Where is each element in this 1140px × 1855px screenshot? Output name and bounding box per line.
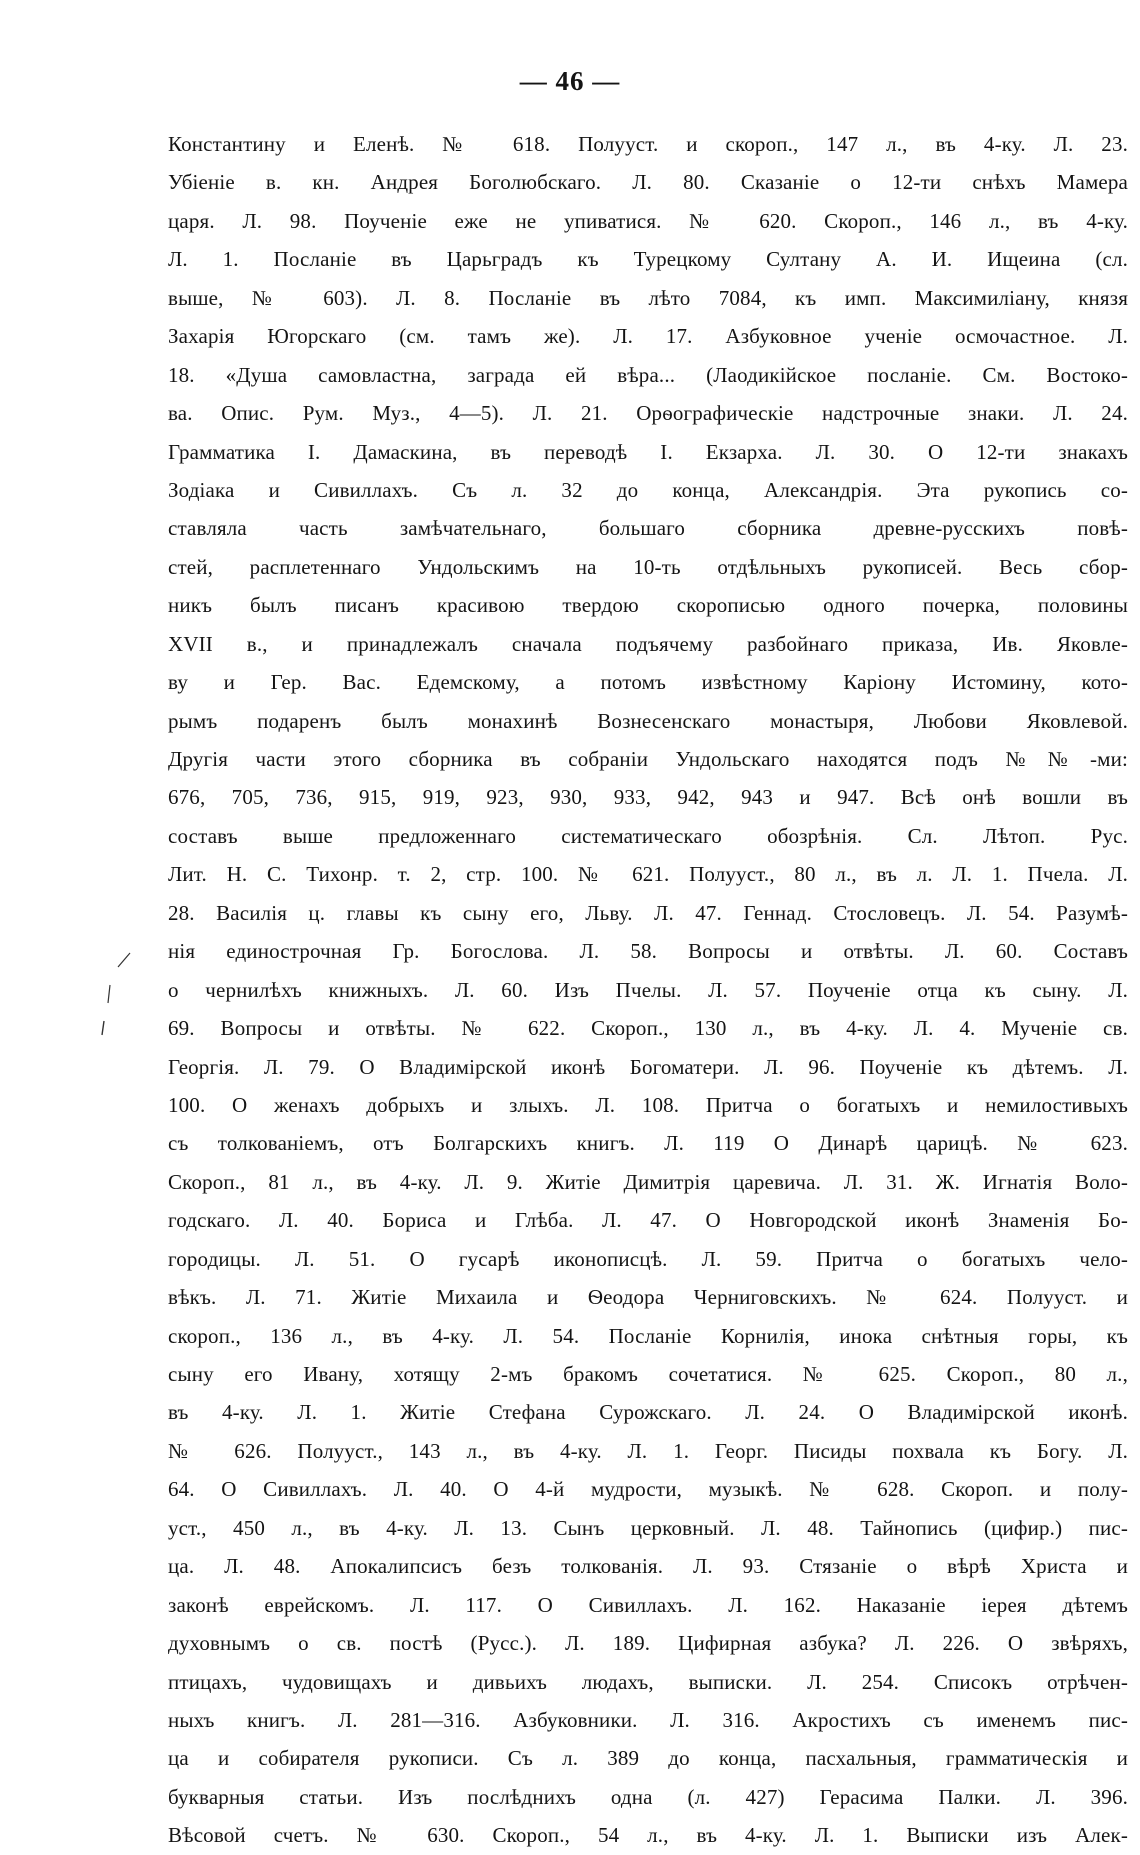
text-line: ва. Опис. Рум. Муз., 4—5). Л. 21. Орѳографическіе надстрочные знаки. Л. 24. xyxy=(168,401,1128,426)
page-number: — 46 — xyxy=(519,66,621,96)
text-line: ставляла часть замѣчательнаго, большаго сборника древне-русскихъ повѣ- xyxy=(168,516,1128,541)
text-line: 28. Василія ц. главы къ сыну его, Льву. Л. 47. Геннад. Стословецъ. Л. 54. Разумѣ- xyxy=(168,900,1128,925)
text-line: птицахъ, чудовищахъ и дивьихъ людахъ, выписки. Л. 254. Списокъ отрѣчен- xyxy=(168,1669,1128,1694)
text-line: сыну его Ивану, хотящу 2-мъ бракомъ сочетатися. № 625. Скороп., 80 л., xyxy=(168,1362,1128,1386)
text-line: Зодіака и Сивиллахъ. Съ л. 32 до конца, Александрія. Эта рукопись со- xyxy=(168,477,1128,502)
text-line: XVII в., и принадлежалъ сначала подъячему разбойнаго приказа, Ив. Яковле- xyxy=(168,631,1128,656)
margin-pencil-marks xyxy=(86,945,146,1055)
text-line: съ толкованіемъ, отъ Болгарскихъ книгъ. Л. 119 О Динарѣ царицѣ. № 623. xyxy=(168,1131,1128,1156)
text-line: Другія части этого сборника въ собраніи Ундольскаго находятся подъ №№-ми: xyxy=(168,747,1128,771)
text-line: стей, расплетеннаго Ундольскимъ на 10-ть отдѣльныхъ рукописей. Весь сбор- xyxy=(168,554,1128,579)
text-line: ныхъ книгъ. Л. 281—316. Азбуковники. Л. 316. Акростихъ съ именемъ пис- xyxy=(168,1707,1128,1732)
text-line: Скороп., 81 л., въ 4-ку. Л. 9. Житіе Димитрія царевича. Л. 31. Ж. Игнатія Воло- xyxy=(168,1169,1128,1194)
text-line: скороп., 136 л., въ 4-ку. Л. 54. Посланіе Корнилія, инока снѣтныя горы, къ xyxy=(168,1323,1128,1348)
text-line: Константину и Еленѣ. № 618. Полууст. и скороп., 147 л., въ 4-ку. Л. 23. xyxy=(168,132,1128,156)
text-line: 676, 705, 736, 915, 919, 923, 930, 933, 942, 943 и 947. Всѣ онѣ вошли въ xyxy=(168,785,1128,810)
text-line: нія единострочная Гр. Богослова. Л. 58. Вопросы и отвѣты. Л. 60. Составъ xyxy=(168,939,1128,964)
text-line: Убіеніе в. кн. Андрея Боголюбскаго. Л. 80. Сказаніе о 12-ти снѣхъ Мамера xyxy=(168,170,1128,195)
text-line: рымъ подаренъ былъ монахинѣ Вознесенскаго монастыря, Любови Яковлевой. xyxy=(168,708,1128,733)
text-line: Георгія. Л. 79. О Владимірской иконѣ Богоматери. Л. 96. Поученіе къ дѣтемъ. Л. xyxy=(168,1054,1128,1079)
text-line: Грамматика І. Дамаскина, въ переводѣ І. Екзарха. Л. 30. О 12-ти знакахъ xyxy=(168,439,1128,464)
text-line: составъ выше предложеннаго систематическаго обозрѣнія. Сл. Лѣтоп. Рус. xyxy=(168,823,1128,848)
text-line: ца и собирателя рукописи. Съ л. 389 до конца, пасхальныя, грамматическія и xyxy=(168,1746,1128,1771)
text-line: Лит. Н. С. Тихонр. т. 2, стр. 100. № 621. Полууст., 80 л., въ л. Л. 1. Пчела. Л. xyxy=(168,862,1128,887)
text-line: 100. О женахъ добрыхъ и злыхъ. Л. 108. Притча о богатыхъ и немилостивыхъ xyxy=(168,1092,1128,1117)
text-line: Захарія Югорскаго (см. тамъ же). Л. 17. Азбуковное ученіе осмочастное. Л. xyxy=(168,324,1128,349)
text-line: городицы. Л. 51. О гусарѣ иконописцѣ. Л. 59. Притча о богатыхъ чело- xyxy=(168,1246,1128,1271)
text-line: вѣкъ. Л. 71. Житіе Михаила и Ѳеодора Черниговскихъ. № 624. Полууст. и xyxy=(168,1285,1128,1310)
text-line: 69. Вопросы и отвѣты. № 622. Скороп., 130 л., въ 4-ку. Л. 4. Мученіе св. xyxy=(168,1016,1128,1041)
text-line: духовнымъ о св. постѣ (Русс.). Л. 189. Цифирная азбука? Л. 226. О звѣряхъ, xyxy=(168,1631,1128,1656)
text-line: годскаго. Л. 40. Бориса и Глѣба. Л. 47. О Новгородской иконѣ Знаменія Бо- xyxy=(168,1208,1128,1233)
text-line: ву и Гер. Вас. Едемскому, а потомъ извѣстному Каріону Истомину, кото- xyxy=(168,670,1128,695)
text-line: ца. Л. 48. Апокалипсисъ безъ толкованія. Л. 93. Стязаніе о вѣрѣ Христа и xyxy=(168,1554,1128,1579)
body-text xyxy=(168,125,1128,1855)
text-line: въ 4-ку. Л. 1. Житіе Стефана Сурожскаго. Л. 24. О Владимірской иконѣ. xyxy=(168,1400,1128,1425)
text-line: никъ былъ писанъ красивою твердою скорописью одного почерка, половины xyxy=(168,593,1128,618)
text-line: уст., 450 л., въ 4-ку. Л. 13. Сынъ церковный. Л. 48. Тайнопись (цифир.) пис- xyxy=(168,1515,1128,1540)
text-line: Вѣсовой счетъ. № 630. Скороп., 54 л., въ 4-ку. Л. 1. Выписки изъ Алек- xyxy=(168,1823,1128,1848)
text-line: царя. Л. 98. Поученіе еже не упиватися. № 620. Скороп., 146 л., въ 4-ку. xyxy=(168,208,1128,233)
text-line: законѣ еврейскомъ. Л. 117. О Сивиллахъ. Л. 162. Наказаніе іерея дѣтемъ xyxy=(168,1592,1128,1617)
text-line: о чернилѣхъ книжныхъ. Л. 60. Изъ Пчелы. Л. 57. Поученіе отца къ сыну. Л. xyxy=(168,977,1128,1002)
text-line: 64. О Сивиллахъ. Л. 40. О 4-й мудрости, музыкѣ. № 628. Скороп. и полу- xyxy=(168,1477,1128,1502)
text-line: № 626. Полууст., 143 л., въ 4-ку. Л. 1. Георг. Писиды похвала къ Богу. Л. xyxy=(168,1438,1128,1463)
text-line: Л. 1. Посланіе въ Царьградъ къ Турецкому Султану А. И. Ищеина (сл. xyxy=(168,247,1128,272)
text-line: букварныя статьи. Изъ послѣднихъ одна (л. 427) Герасима Палки. Л. 396. xyxy=(168,1784,1128,1809)
text-line: выше, № 603). Л. 8. Посланіе въ лѣто 7084, къ имп. Максимиліану, князя xyxy=(168,285,1128,310)
text-line: 18. «Душа самовластна, заграда ей вѣра... (Лаодикійское посланіе. См. Востоко- xyxy=(168,362,1128,387)
